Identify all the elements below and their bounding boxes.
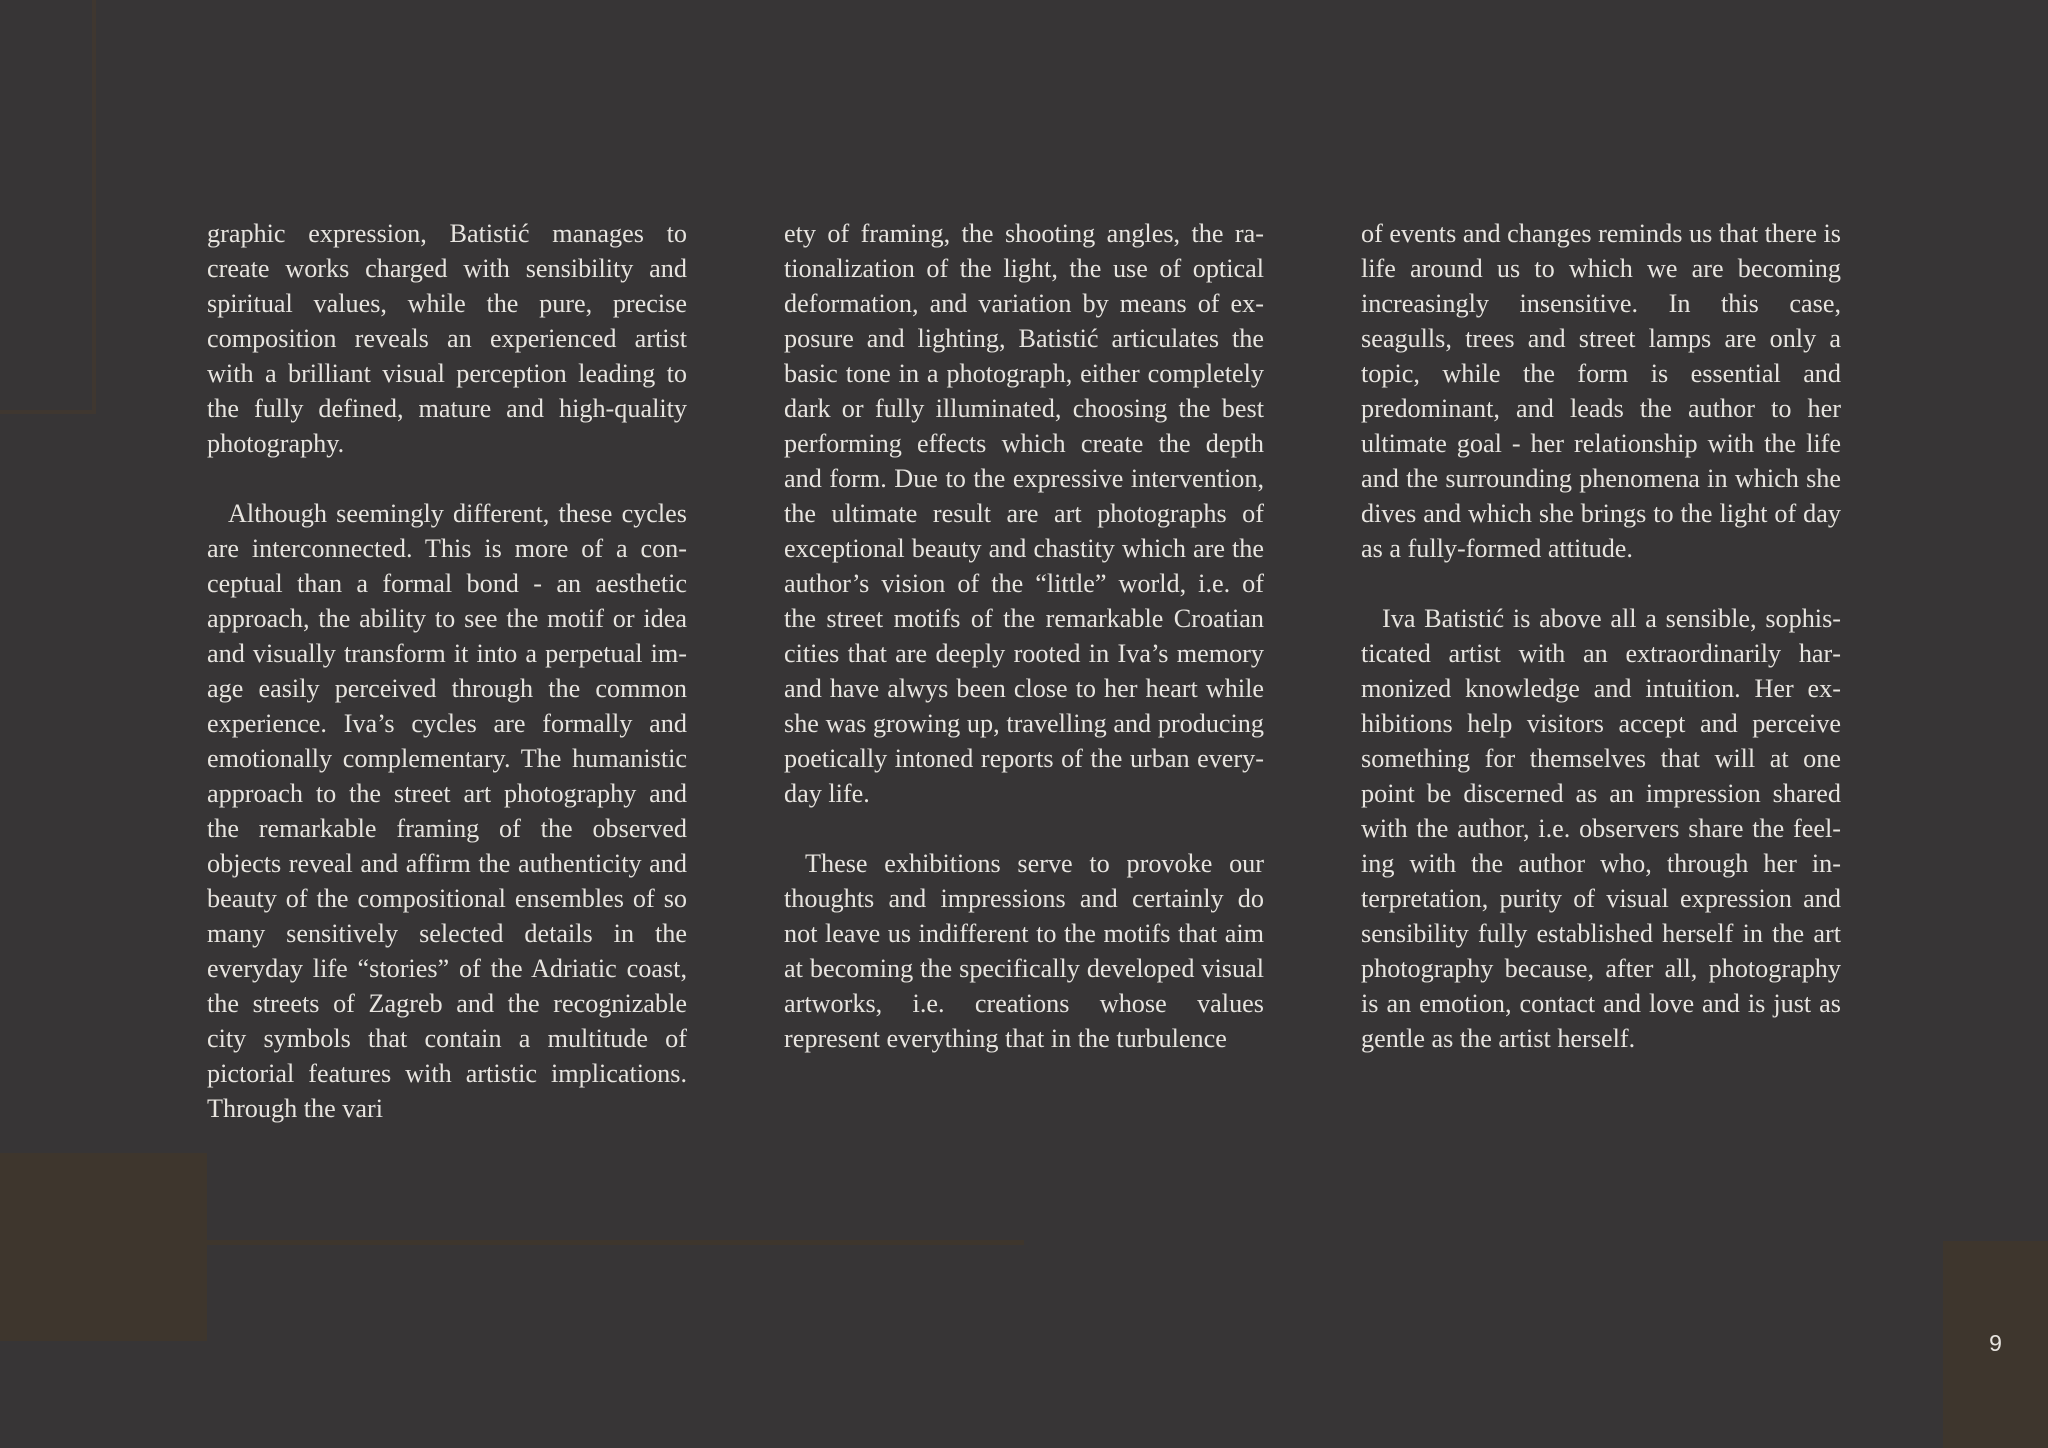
decorative-frame-corner [0,0,96,414]
decorative-horizontal-rule [207,1240,1024,1245]
text-column-2 [784,216,1264,1056]
page-number: 9 [1989,1330,2002,1356]
text-column-1 [207,216,687,1126]
paragraph: of events and changes reminds us that there is life around us to which we are becoming increasingly insensitive. In this case, seagulls, trees and street lamps are only a topic, while the form is essential and predominant, and leads the author to her ultimate goal - her relationship with the life and the surrounding phenomena in which she dives and which she brings to the light of day as a fully-formed attitude. [1361,219,1841,563]
paragraph: Iva Batistić is above all a sensible, sophisticated artist with an extraordinarily harmonized knowledge and intuition. Her exhibitions help visitors accept and perceive something for themselves that will at one point be discerned as an impression shared with the author, i.e. observers share the feeling with the author who, through her interpretation, purity of visual expression and sensibility fully established herself in the art photography because, after all, photography is an emotion, contact and love and is just as gentle as the artist herself. [1361,604,1841,1053]
paragraph: Although seemingly different, these cycles are interconnected. This is more of a conceptual than a formal bond - an aesthetic approach, the ability to see the motif or idea and visually transform it into a perpetual image easily perceived through the common experience. Iva’s cycles are formally and emotionally complementary. The humanistic approach to the street art photography and the remarkable framing of the observed objects reveal and affirm the authenticity and beauty of the compositional ensembles of so many sensitively selected details in the everyday life “stories” of the Adriatic coast, the streets of Zagreb and the recognizable city symbols that contain a multitude of pictorial features with artistic implications. Through the vari [207,499,687,1123]
paragraph: ety of framing, the shooting angles, the rationalization of the light, the use of optical deformation, and variation by means of exposure and lighting, Batistić articulates the basic tone in a photograph, either completely dark or fully illuminated, choosing the best performing effects which create the depth and form. Due to the expressive intervention, the ultimate result are art photographs of exceptional beauty and chastity which are the author’s vision of the “little” world, i.e. of the street motifs of the remarkable Croatian cities that are deeply rooted in Iva’s memory and have alwys been close to her heart while she was growing up, travelling and producing poetically intoned reports of the urban everyday life. [784,219,1264,808]
decorative-block-left [0,1153,207,1341]
paragraph: These exhibitions serve to provoke our thoughts and impressions and certainly do not leave us indifferent to the motifs that aim at becoming the specifically developed visual artworks, i.e. creations whose values represent everything that in the turbulence [784,849,1264,1053]
text-column-3 [1361,216,1841,1056]
paragraph: graphic expression, Batistić manages to create works charged with sensibility and spiritual values, while the pure, precise composition reveals an experienced artist with a brilliant visual perception leading to the fully defined, mature and high-quality photography. [207,219,687,458]
